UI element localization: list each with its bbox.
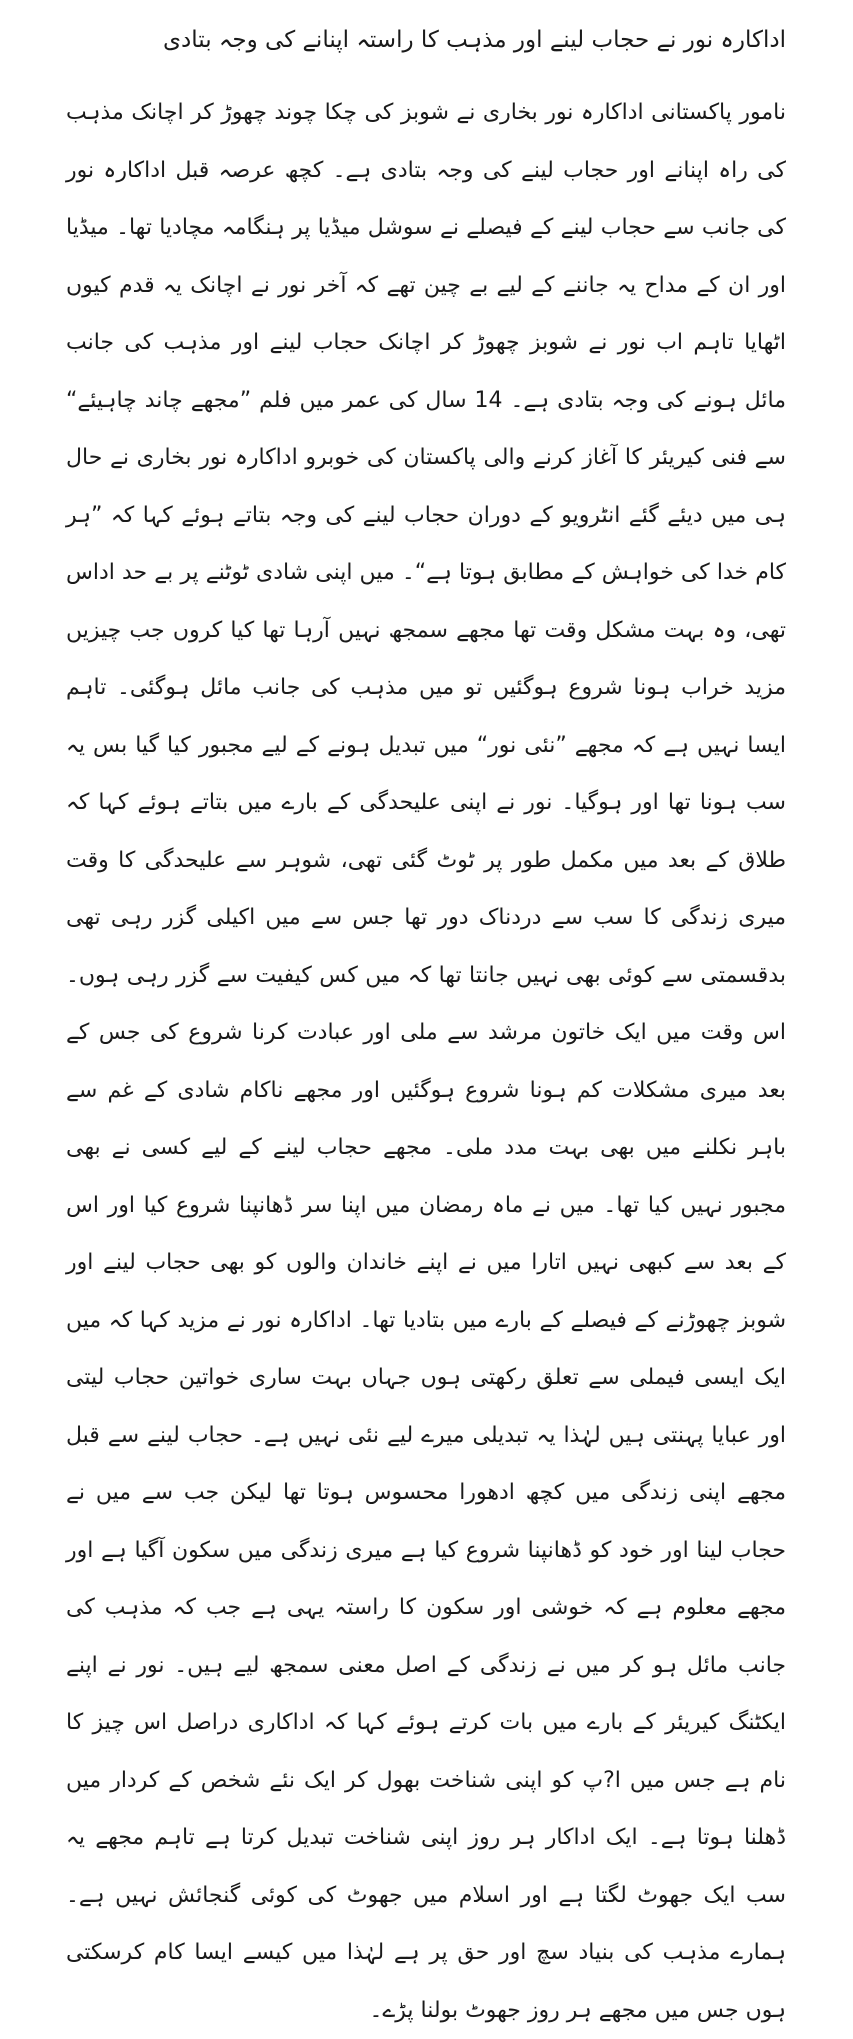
- article: [66, 18, 786, 2039]
- article-body: نامور پاکستانی اداکارہ نور بخاری نے شوبز کی چکا چوند چھوڑ کر اچانک مذہب کی راہ اپنانے اور حجاب لینے کی وجہ بتادی ہے۔ کچھ عرصہ قبل اداکارہ نور کی جانب سے حجاب لینے کے فیصلے نے سوشل میڈیا پر ہنگامہ مچادیا تھا۔ میڈیا اور ان کے مداح یہ جاننے کے لیے بے چین تھے کہ آخر نور نے اچانک یہ قدم کیوں اٹھایا تاہم اب نور نے شوبز چھوڑ کر اچانک حجاب لینے اور مذہب کی جانب مائل ہونے کی وجہ بتادی ہے۔ 14 سال کی عمر میں فلم ”مجھے چاند چاہیئے“ سے فنی کیریئر کا آغاز کرنے والی پاکستان کی خوبرو اداکارہ نور بخاری نے حال ہی میں دیئے گئے انٹرویو کے دوران حجاب لینے کی وجہ بتاتے ہوئے کہا کہ ”ہر کام خدا کی خواہش کے مطابق ہوتا ہے“۔ میں اپنی شادی ٹوٹنے پر بے حد اداس تھی، وہ بہت مشکل وقت تھا مجھے سمجھ نہیں آرہا تھا کیا کروں جب چیزیں مزید خراب ہونا شروع ہوگئیں تو میں مذہب کی جانب مائل ہوگئی۔ تاہم ایسا نہیں ہے کہ مجھے ”نئی نور“ میں تبدیل ہونے کے لیے مجبور کیا گیا بس یہ سب ہونا تھا اور ہوگیا۔ نور نے اپنی علیحدگی کے بارے میں بتاتے ہوئے کہا کہ طلاق کے بعد میں مکمل طور پر ٹوٹ گئی تھی، شوہر سے علیحدگی کا وقت میری زندگی کا سب سے دردناک دور تھا جس سے میں اکیلی گزر رہی تھی بدقسمتی سے کوئی بھی نہیں جانتا تھا کہ میں کس کیفیت سے گزر رہی ہوں۔ اس وقت میں ایک خاتون مرشد سے ملی اور عبادت کرنا شروع کی جس کے بعد میری مشکلات کم ہونا شروع ہوگئیں اور مجھے ناکام شادی کے غم سے باہر نکلنے میں بھی بہت مدد ملی۔ مجھے حجاب لینے کے لیے کسی نے بھی مجبور نہیں کیا تھا۔ میں نے ماہ رمضان میں اپنا سر ڈھانپنا شروع کیا اور اس کے بعد سے کبھی نہیں اتارا میں نے اپنے خاندان والوں کو بھی حجاب لینے اور شوبز چھوڑنے کے فیصلے کے بارے میں بتادیا تھا۔ اداکارہ نور نے مزید کہا کہ میں ایک ایسی فیملی سے تعلق رکھتی ہوں جہاں بہت ساری خواتین حجاب لیتی اور عبایا پہنتی ہیں لہٰذا یہ تبدیلی میرے لیے نئی نہیں ہے۔ حجاب لینے سے قبل مجھے اپنی زندگی میں کچھ ادھورا محسوس ہوتا تھا لیکن جب سے میں نے حجاب لینا اور خود کو ڈھانپنا شروع کیا ہے میری زندگی میں سکون آگیا ہے اور مجھے معلوم ہے کہ خوشی اور سکون کا راستہ یہی ہے جب کہ مذہب کی جانب مائل ہو کر میں نے زندگی کے اصل معنی سمجھ لیے ہیں۔ نور نے اپنے ایکٹنگ کیریئر کے بارے میں بات کرتے ہوئے کہا کہ اداکاری دراصل اس چیز کا نام ہے جس میں ا?پ کو اپنی شناخت بھول کر ایک نئے شخص کے کردار میں ڈھلنا ہوتا ہے۔ ایک اداکار ہر روز اپنی شناخت تبدیل کرتا ہے تاہم مجھے یہ سب ایک جھوٹ لگتا ہے اور اسلام میں جھوٹ کی کوئی گنجائش نہیں ہے۔ ہمارے مذہب کی بنیاد سچ اور حق پر ہے لہٰذا میں کیسے ایسا کام کرسکتی ہوں جس میں مجھے ہر روز جھوٹ بولنا پڑے۔: [66, 100, 787, 2023]
- article-headline: اداکارہ نور نے حجاب لینے اور مذہب کا راستہ اپنانے کی وجہ بتادی: [163, 27, 786, 53]
